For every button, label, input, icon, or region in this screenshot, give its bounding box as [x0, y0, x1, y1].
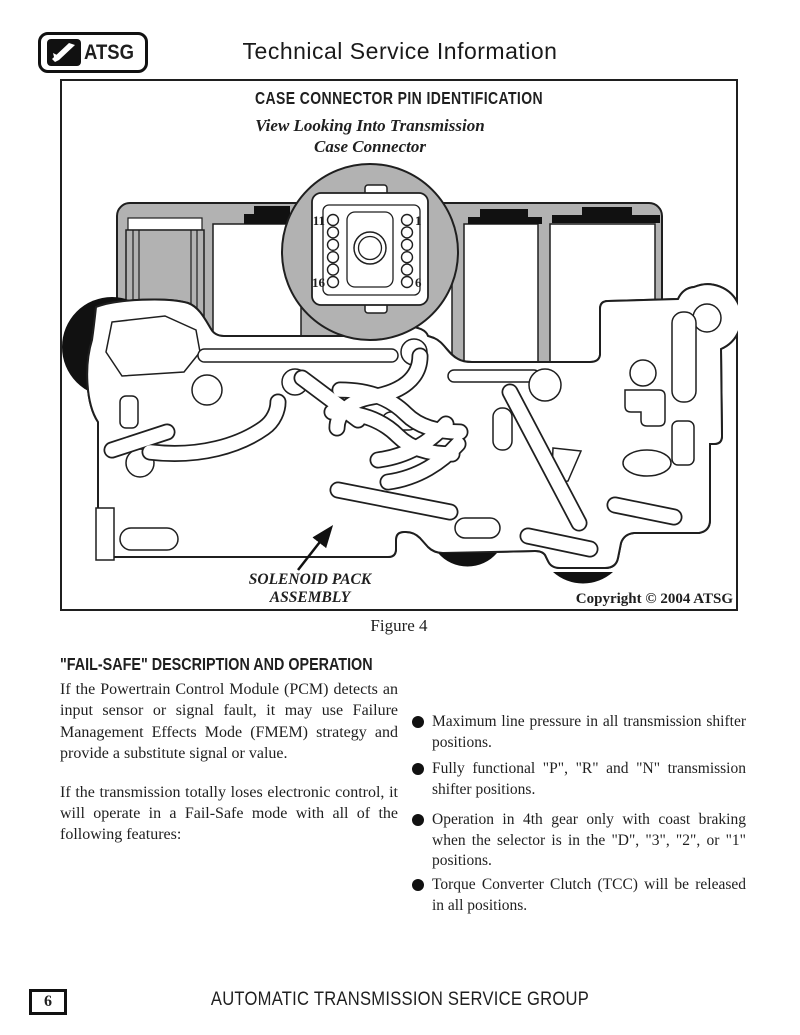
atsg-logo-text: ATSG — [84, 40, 134, 64]
copyright-notice: Copyright © 2004 ATSG — [575, 591, 733, 607]
figure-caption: Figure 4 — [370, 616, 428, 635]
bullet-text: Maximum line pressure in all transmission shifter positions. — [432, 713, 746, 751]
figure-subtitle-line2: Case Connector — [314, 137, 426, 156]
section-heading: "FAIL-SAFE" DESCRIPTION AND OPERATION — [60, 654, 373, 674]
bullet-text: Operation in 4th gear only with coast braking when the selector is in the "D", "3", "2", or "1" positions. — [432, 811, 746, 869]
bullet-item-4 — [412, 875, 746, 916]
callout-line1: SOLENOID PACK — [248, 571, 372, 588]
page-number: 6 — [44, 993, 52, 1010]
bullet-dot — [412, 716, 424, 728]
pin-label-1: 1 — [415, 213, 422, 228]
figure-title: CASE CONNECTOR PIN IDENTIFICATION — [254, 88, 544, 108]
bullet-text: Fully functional "P", "R" and "N" transmission shifter positions. — [432, 760, 746, 798]
paragraph-1: If the Powertrain Control Module (PCM) detects an input sensor or signal fault, it may use Failure Management Effects Mode (FMEM) strategy and provide a substitute signal or value. — [60, 681, 398, 763]
bullet-text: Torque Converter Clutch (TCC) will be released in all positions. — [432, 876, 746, 914]
page-title: Technical Service Information — [242, 38, 558, 64]
bullet-item-2 — [412, 759, 746, 800]
figure-subtitle — [220, 115, 520, 157]
footer-org-name: AUTOMATIC TRANSMISSION SERVICE GROUP — [210, 988, 590, 1010]
left-column — [60, 679, 398, 863]
pin-label-11: 11 — [312, 213, 325, 228]
pin-label-6: 6 — [415, 275, 422, 290]
paragraph-2: If the transmission totally loses electronic control, it will operate in a Fail-Safe mode with all of the following features: — [60, 783, 398, 844]
bullet-item-1 — [412, 712, 746, 753]
bullet-dot — [412, 814, 424, 826]
solenoid-pack-diagram — [62, 160, 738, 610]
bullet-item-3 — [412, 810, 746, 872]
bullet-dot — [412, 763, 424, 775]
callout-line2: ASSEMBLY — [269, 588, 351, 606]
pin-label-16: 16 — [312, 275, 325, 290]
figure-subtitle-line1: View Looking Into Transmission — [255, 116, 485, 135]
case-connector-inset — [282, 164, 458, 340]
bullet-dot — [412, 879, 424, 891]
solenoid-pack-callout — [228, 571, 392, 606]
